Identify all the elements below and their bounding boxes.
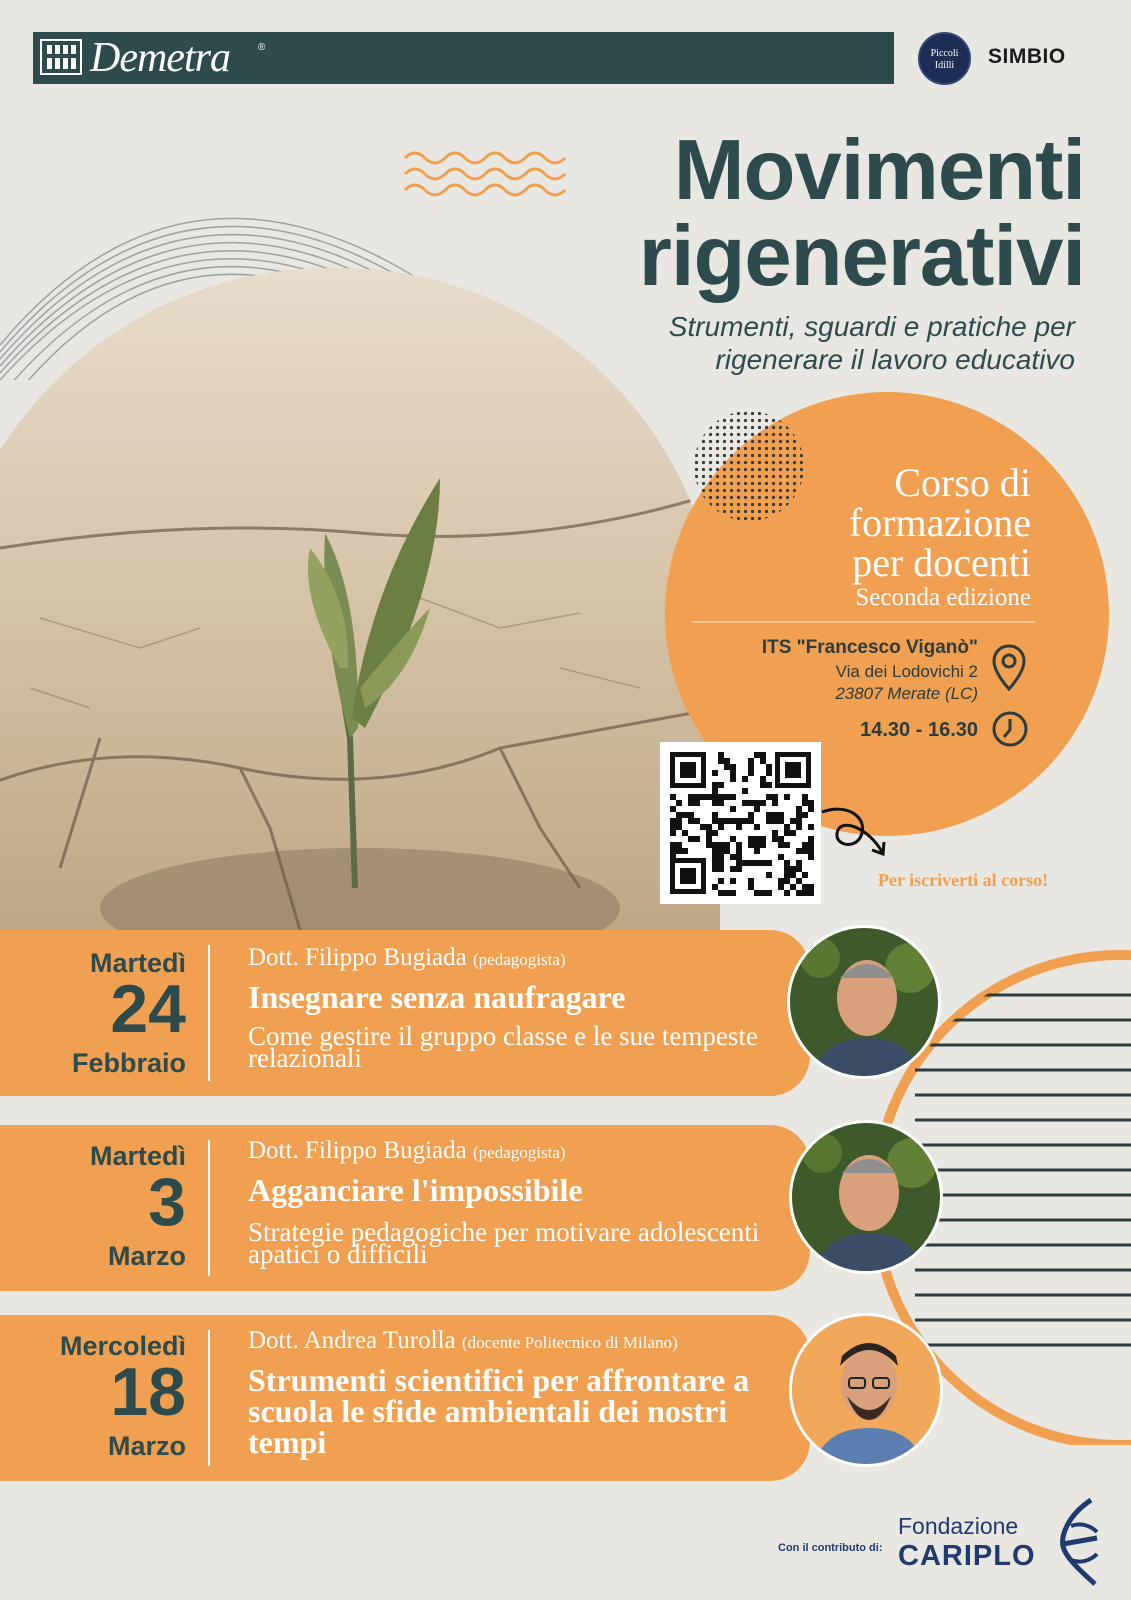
event-title: Strumenti scientifici per affrontare a scuola le sfide ambientali dei nostri tempi	[248, 1362, 750, 1460]
course-edition: Seconda edizione	[855, 584, 1031, 611]
speaker-portrait-bugiada	[787, 925, 941, 1079]
event-month: Marzo	[107, 1241, 186, 1271]
event-month: Febbraio	[71, 1048, 186, 1078]
venue-street: Via dei Lodovichi 2	[835, 662, 978, 681]
event-card-1	[0, 930, 810, 1096]
course-title-line-2: formazione	[848, 500, 1031, 545]
sponsor-name-line-2: CARIPLO	[898, 1540, 1036, 1572]
cariplo-logo-icon	[1057, 1496, 1102, 1588]
piccoli-logo-line1: Piccoli	[930, 48, 959, 59]
sponsor-name-line-1: Fondazione	[898, 1513, 1019, 1539]
speaker-portrait-image	[790, 928, 941, 1079]
event-separator	[208, 1140, 210, 1276]
event-month: Marzo	[107, 1431, 186, 1461]
piccoli-logo-line2: Idilli	[934, 60, 955, 71]
event-speaker-name: Dott. Filippo Bugiada	[248, 1137, 467, 1164]
event-day: 24	[110, 971, 186, 1047]
event-title: Insegnare senza naufragare	[248, 979, 626, 1015]
circle-divider	[692, 621, 1035, 623]
event-speaker-name: Dott. Andrea Turolla	[248, 1327, 456, 1354]
registered-mark: ®	[258, 42, 266, 53]
speaker-portrait-turolla	[789, 1313, 943, 1467]
clock-icon	[991, 710, 1029, 748]
event-weekday: Martedì	[89, 948, 186, 978]
event-speaker-role: (docente Politecnico di Milano)	[461, 1333, 678, 1352]
location-pin-icon	[991, 643, 1027, 693]
wave-lines-decoration	[403, 148, 573, 198]
event-speaker	[248, 1327, 678, 1355]
piccoli-idilli-logo	[918, 32, 971, 85]
event-card-3	[0, 1315, 810, 1481]
demetra-logo-text: Demetra	[90, 35, 230, 81]
event-title: Agganciare l'impossibile	[248, 1172, 583, 1208]
curly-arrow-icon	[820, 800, 910, 870]
event-weekday: Martedì	[89, 1141, 186, 1171]
speaker-portrait-bugiada-2	[789, 1120, 943, 1274]
page-subtitle	[540, 310, 1075, 376]
venue-name: ITS "Francesco Viganò"	[761, 637, 978, 658]
speaker-portrait-image	[792, 1316, 943, 1467]
event-weekday: Mercoledì	[59, 1331, 186, 1361]
event-speaker	[248, 1137, 566, 1165]
qr-code-image	[660, 742, 821, 904]
event-day: 18	[110, 1354, 186, 1430]
event-description: Come gestire il gruppo classe e le sue tempeste relazionali	[248, 1021, 758, 1073]
subtitle-line-2: rigenerare il lavoro educativo	[715, 344, 1075, 375]
qr-code[interactable]	[660, 742, 821, 904]
contribution-label: Con il contributo di:	[778, 1542, 883, 1554]
course-title-line-3: per docenti	[852, 540, 1031, 585]
course-title	[700, 460, 1031, 585]
course-title-line-1: Corso di	[894, 460, 1031, 505]
demetra-logo-icon	[40, 39, 82, 75]
event-speaker-role: (pedagogista)	[473, 950, 566, 969]
simbio-logo: SIMBIO	[988, 45, 1066, 68]
event-separator	[208, 945, 210, 1081]
page-title	[560, 123, 1085, 304]
venue-city: 23807 Merate (LC)	[835, 684, 978, 703]
course-time: 14.30 - 16.30	[860, 719, 978, 741]
event-speaker	[248, 944, 566, 972]
event-card-2	[0, 1125, 810, 1291]
event-speaker-name: Dott. Filippo Bugiada	[248, 944, 467, 971]
event-separator	[208, 1330, 210, 1466]
title-line-2: rigenerativi	[638, 209, 1085, 304]
subtitle-line-1: Strumenti, sguardi e pratiche per	[668, 311, 1075, 342]
event-speaker-role: (pedagogista)	[473, 1143, 566, 1162]
speaker-portrait-image	[792, 1123, 943, 1274]
event-day: 3	[148, 1164, 186, 1240]
event-description: Strategie pedagogiche per motivare adolescenti apatici o difficili	[248, 1217, 760, 1269]
title-line-1: Movimenti	[673, 123, 1085, 218]
signup-caption: Per iscriverti al corso!	[878, 870, 1049, 890]
